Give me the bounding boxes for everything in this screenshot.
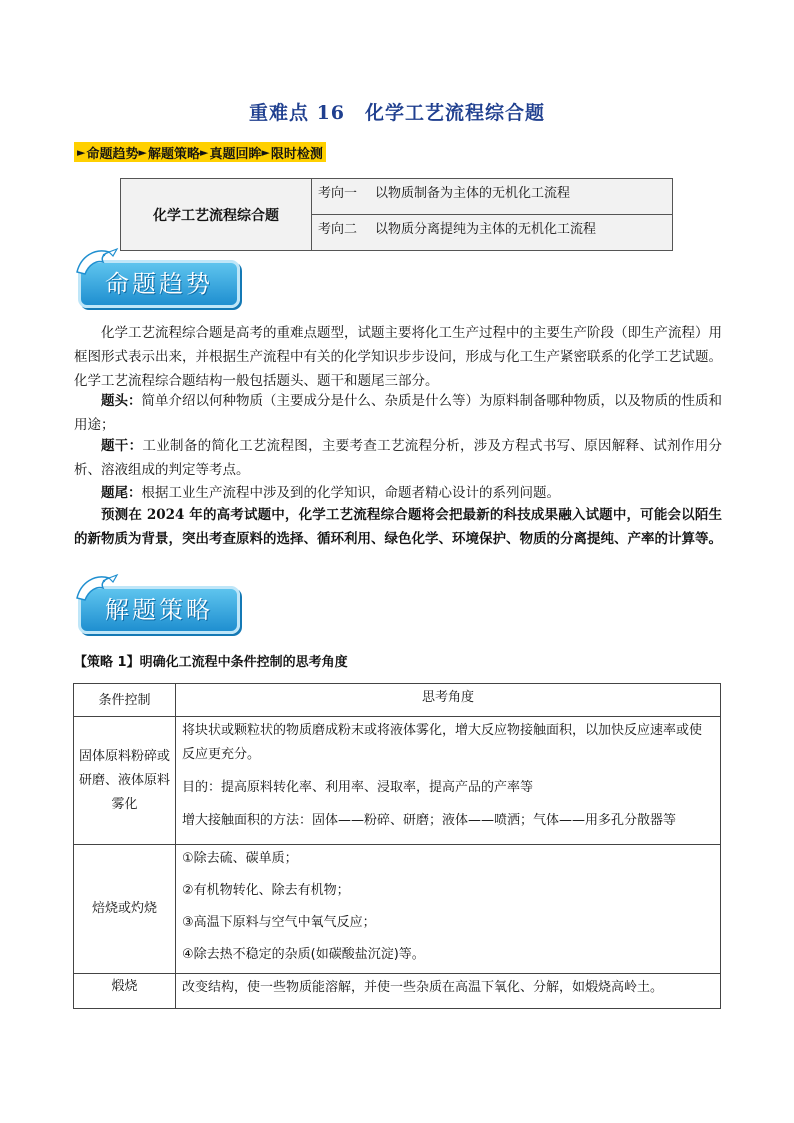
strategy-heading: 【策略 1】明确化工流程中条件控制的思考角度 [74, 655, 348, 670]
stem-text: 工业制备的简化工艺流程图，主要考查工艺流程分析，涉及方程式书写、原因解释、试剂作用分析、溶液组成的判定等考点。 [74, 438, 723, 478]
angle-cell [176, 974, 721, 1009]
head-text: 简单介绍以何种物质（主要成分是什么、杂质是什么等）为原料制备哪种物质，以及物质的性质和用途； [74, 393, 722, 433]
stem-label: 题干： [101, 438, 143, 454]
trend-banner-label: 命题趋势 [105, 270, 213, 298]
angle-line: 目的：提高原料转化率、利用率、浸取率，提高产品的产率等 [182, 780, 534, 795]
page-title: 重难点 16 化学工艺流程综合题 [248, 102, 546, 124]
topic-item-text: 以物质分离提纯为主体的无机化工流程 [375, 222, 597, 237]
table-row [74, 717, 721, 845]
angle-line: ④除去热不稳定的杂质(如碳酸盐沉淀)等。 [182, 947, 425, 962]
table-header-row [74, 684, 721, 717]
triangle-marker-icon: ► [199, 145, 209, 159]
strategy-banner [73, 580, 238, 635]
triangle-marker-icon: ► [77, 145, 86, 159]
head-label: 题头： [101, 393, 142, 409]
angle-line: 改变结构，使一些物质能溶解，并使一些杂质在高温下氧化、分解，如煅烧高岭土。 [182, 980, 664, 995]
condition-cell: 煅烧 [74, 974, 176, 1009]
column-header: 思考角度 [176, 684, 721, 717]
strategy-banner-label: 解题策略 [105, 596, 213, 624]
topic-name: 化学工艺流程综合题 [121, 179, 312, 251]
angle-line: ③高温下原料与空气中氧气反应； [182, 915, 376, 930]
nav-item-strategy[interactable]: 解题策略 [147, 146, 200, 162]
trend-banner [73, 254, 238, 309]
table-row [74, 845, 721, 974]
triangle-marker-icon: ► [261, 145, 270, 159]
angle-line: ②有机物转化、除去有机物； [182, 883, 350, 898]
angle-line: ①除去硫、碳单质； [182, 851, 298, 866]
topic-item-number: 考向二 [318, 222, 358, 237]
table-row [74, 974, 721, 1009]
section-nav [74, 142, 326, 162]
topic-item [312, 179, 673, 215]
tail-text: 根据工业生产流程中涉及到的化学知识，命题者精心设计的系列问题。 [141, 485, 560, 501]
nav-item-test[interactable]: 限时检测 [270, 146, 323, 162]
nav-item-trend[interactable]: 命题趋势 [86, 146, 139, 162]
angle-cell [176, 717, 721, 845]
tail-label: 题尾： [101, 485, 142, 501]
trend-intro: 化学工艺流程综合题是高考的重难点题型，试题主要将化工生产过程中的主要生产阶段（即生产流程）用框图形式表示出来，并根据生产流程中有关的化学知识步步设问，形成与化工生产紧密联系的化学工艺试题。化学工艺流程综合题结构一般包括题头、题干和题尾三部分。 [74, 325, 722, 389]
topic-table [120, 178, 673, 251]
trend-stem-paragraph [74, 434, 722, 482]
angle-cell [176, 845, 721, 974]
topic-item-text: 以物质制备为主体的无机化工流程 [375, 186, 571, 201]
angle-line: 将块状或颗粒状的物质磨成粉末或将液体雾化，增大反应物接触面积，以加快反应速率或使反应更充分。 [182, 723, 703, 762]
nav-item-review[interactable]: 真题回眸 [209, 146, 262, 162]
trend-head-paragraph [74, 389, 722, 437]
angle-line: 增大接触面积的方法：固体——粉碎、研磨；液体——喷洒；气体——用多孔分散器等 [182, 813, 677, 828]
topic-item-number: 考向一 [318, 186, 358, 201]
condition-cell: 焙烧或灼烧 [74, 845, 176, 974]
topic-item [312, 215, 673, 251]
condition-cell: 固体原料粉碎或研磨、液体原料雾化 [74, 717, 176, 845]
condition-table [73, 683, 721, 1009]
trend-forecast: 预测在 2024 年的高考试题中，化学工艺流程综合题将会把最新的科技成果融入试题中，可能会以陌生的新物质为背景，突出考查原料的选择、循环利用、绿色化学、环境保护、物质的分离提纯、产率的计算等。 [74, 507, 722, 547]
trend-tail-paragraph [74, 481, 722, 505]
triangle-marker-icon: ► [138, 145, 147, 159]
column-header: 条件控制 [74, 684, 176, 717]
